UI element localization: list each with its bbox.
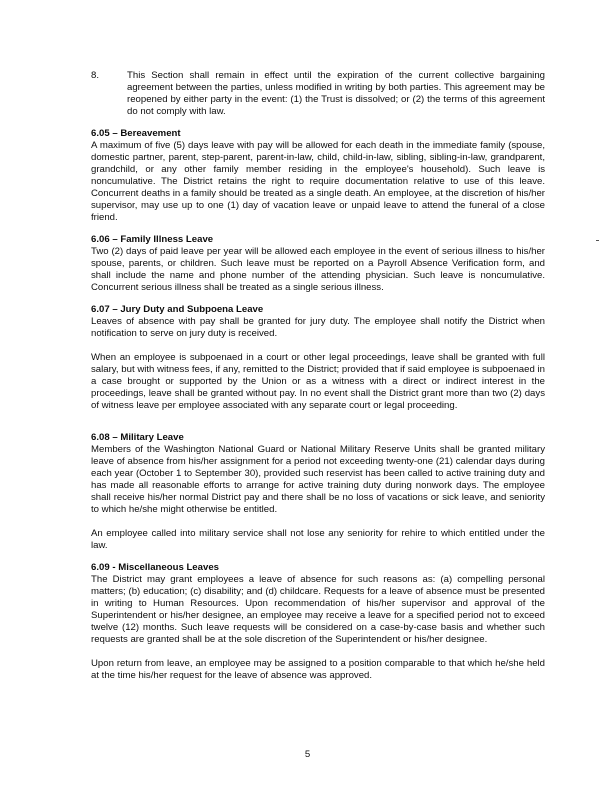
item-8 — [91, 70, 545, 118]
section-6-09 — [91, 562, 545, 682]
section-6-05-heading: 6.05 – Bereavement — [91, 128, 181, 139]
section-6-08-heading: 6.08 – Military Leave — [91, 432, 184, 443]
section-6-06-heading: 6.06 – Family Illness Leave — [91, 234, 214, 245]
section-6-05 — [91, 128, 545, 224]
section-6-09-heading: 6.09 - Miscellaneous Leaves — [91, 562, 219, 573]
section-6-07 — [91, 304, 545, 412]
page-number: 5 — [304, 749, 311, 760]
section-6-09-paragraph-1: The District may grant employees a leave of absence for such reasons as: (a) compelling personal matters; (b) education; (c) disability; and (d) childcare. Requests for a leave of absence must be presented in writing to Human Resources. Upon recommendation of his/her supervisor and approval of the Superintendent or his/her designee, an employee may receive a leave for a specified period not to exceed twelve (12) months. Such leave requests will be considered on a case-by-case basis and whether such requests are granted shall be at the sole discretion of the Superintendent or his/her designee. — [91, 574, 545, 645]
section-6-08-paragraph-1: Members of the Washington National Guard or National Military Reserve Units shall be granted military leave of absence from his/her assignment for a period not exceeding twenty-one (21) calendar days during each year (October 1 to September 30), provided such reservist has been called to active training duty and has made all reasonable efforts to arrange for active training duty during nonwork days. The employee shall receive his/her normal District pay and there shall be no loss of vacations or sick leave, and seniority to which he/she might otherwise be entitled. — [91, 444, 545, 515]
item-8-number: 8. — [91, 70, 100, 81]
scan-mark — [596, 240, 599, 241]
section-6-09-paragraph-2: Upon return from leave, an employee may be assigned to a position comparable to that which he/she held at the time his/her request for the leave of absence was approved. — [91, 658, 545, 681]
section-6-08 — [91, 432, 545, 552]
section-6-05-paragraph: A maximum of five (5) days leave with pay will be allowed for each death in the immediate family (spouse, domestic partner, parent, step-parent, parent-in-law, child, child-in-law, sibling, sibling-in-law, grandparent, grandchild, or any other family member residing in the employee's household). Such leave is noncumulative. The District retains the right to require documentation relative to use of this leave. Concurrent deaths in a family should be treated as a single death. An employee, at the discretion of his/her supervisor, may use up to one (1) day of vacation leave or unpaid leave to attend the funeral of a close friend. — [91, 140, 545, 223]
section-6-06-paragraph: Two (2) days of paid leave per year will be allowed each employee in the event of serious illness to his/her spouse, parents, or children. Such leave must be reported on a Payroll Absence Verification form, and shall include the name and phone number of the attending physician. Such leave is noncumulative. Concurrent serious illness shall be treated as a single serious illness. — [91, 246, 545, 293]
section-6-08-paragraph-2: An employee called into military service shall not lose any seniority for rehire to which entitled under the law. — [91, 528, 545, 551]
section-6-06 — [91, 234, 545, 294]
section-6-07-paragraph-2: When an employee is subpoenaed in a court or other legal proceedings, leave shall be granted with full salary, but with witness fees, if any, remitted to the District; provided that if said employee is subpoenaed in a case brought or supported by the Union or as a witness with a direct or indirect interest in the proceedings, leave shall be granted without pay. In no event shall the District grant more than two (2) days of witness leave per employee associated with any separate court or legal proceeding. — [91, 352, 545, 411]
section-6-07-heading: 6.07 – Jury Duty and Subpoena Leave — [91, 304, 264, 315]
section-6-07-paragraph-1: Leaves of absence with pay shall be granted for jury duty. The employee shall notify the District when notification to serve on jury duty is received. — [91, 316, 545, 339]
item-8-text: This Section shall remain in effect until the expiration of the current collective bargaining agreement between the parties, unless modified in writing by both parties. This agreement may be reopened by either party in the event: (1) the Trust is dissolved; or (2) the terms of this agreement do not comply with law. — [127, 70, 545, 117]
